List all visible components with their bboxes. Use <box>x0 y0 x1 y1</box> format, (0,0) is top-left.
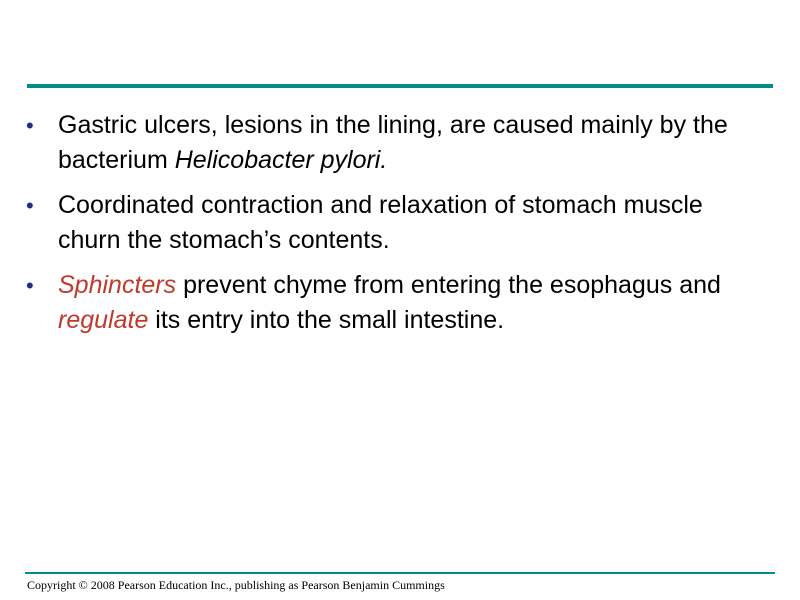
bullet-icon: • <box>26 193 34 218</box>
keyword-regulate: regulate <box>58 306 149 334</box>
bullet-text-part: Coordinated contraction and relaxation of stomach muscle churn the stomach’s contents. <box>58 191 703 254</box>
top-divider <box>27 84 773 88</box>
bullet-list <box>0 108 800 348</box>
bullet-item-3 <box>0 268 800 338</box>
bullet-text-part: Gastric ulcers, lesions in the lining, are caused mainly by the bacterium <box>58 111 728 174</box>
keyword-sphincters: Sphincters <box>58 271 177 299</box>
copyright-notice: Copyright © 2008 Pearson Education Inc., publishing as Pearson Benjamin Cummings <box>27 578 445 592</box>
bullet-icon: • <box>26 113 34 138</box>
bullet-item-1 <box>0 108 800 178</box>
bottom-divider <box>25 572 775 574</box>
bullet-icon: • <box>26 273 34 298</box>
bullet-text-italic: Helicobacter pylori. <box>174 146 388 174</box>
bullet-text-part: prevent chyme from entering the esophagus and <box>176 271 721 299</box>
bullet-text-part: its entry into the small intestine. <box>148 306 505 334</box>
bullet-item-2 <box>0 188 800 258</box>
